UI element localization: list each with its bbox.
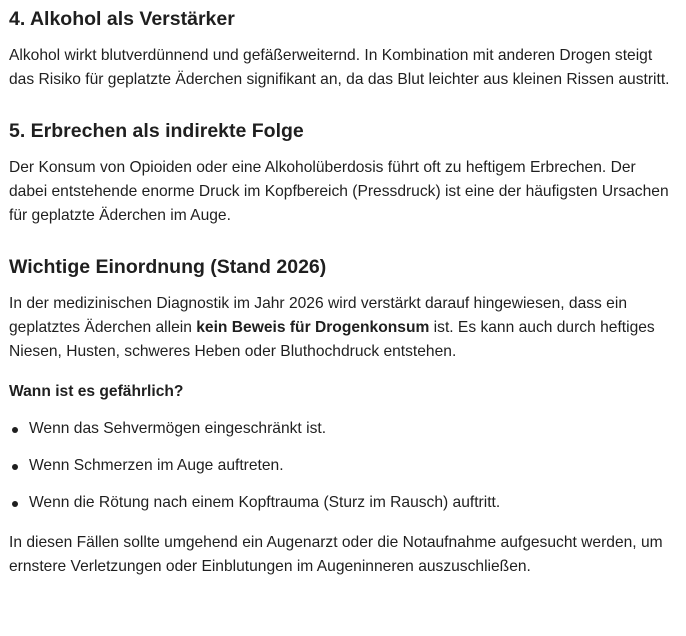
list-item (9, 491, 674, 515)
section-body-classification (9, 292, 674, 364)
danger-list (9, 417, 674, 515)
section-heading-vomiting: 5. Erbrechen als indirekte Folge (9, 120, 304, 142)
section-heading-alcohol: 4. Alkohol als Verstärker (9, 8, 235, 30)
list-item (9, 417, 674, 441)
section-body-alcohol: Alkohol wirkt blutverdünnend und gefäßerweiternd. In Kombination mit anderen Drogen steigt das Risiko für geplatzte Äderchen signifikant an, da das Blut leichter aus kleinen Rissen austritt. (9, 47, 670, 88)
body-text-start: In der medizinischen Diagnostik im Jahr 2026 wird verstärkt darauf hingewiesen, dass ein geplatztes Äderchen allein (9, 295, 627, 336)
bullet-icon (12, 464, 18, 470)
list-item-text: Wenn die Rötung nach einem Kopftrauma (Sturz im Rausch) auftritt. (29, 494, 501, 511)
body-text-emphasis: kein Beweis für Drogenkonsum (196, 319, 430, 336)
list-item-text: Wenn Schmerzen im Auge auftreten. (29, 457, 284, 474)
bullet-icon (12, 427, 18, 433)
closing-paragraph: In diesen Fällen sollte umgehend ein Augenarzt oder die Notaufnahme aufgesucht werden, um ernstere Verletzungen oder Einblutungen im Augeninneren auszuschließen. (9, 534, 663, 575)
section-body-vomiting: Der Konsum von Opioiden oder eine Alkoholüberdosis führt oft zu heftigem Erbrechen. Der dabei entstehende enorme Druck im Kopfbereich (Pressdruck) ist eine der häufigsten Ursachen für geplatzte Äderchen im Auge. (9, 159, 669, 224)
list-item (9, 454, 674, 478)
danger-subheading: Wann ist es gefährlich? (9, 383, 184, 400)
bullet-icon (12, 501, 18, 507)
section-heading-classification: Wichtige Einordnung (Stand 2026) (9, 256, 327, 278)
list-item-text: Wenn das Sehvermögen eingeschränkt ist. (29, 420, 327, 437)
body-text-end: ist. Es kann auch durch heftiges Niesen, Husten, schweres Heben oder Bluthochdruck entstehen. (9, 319, 655, 360)
